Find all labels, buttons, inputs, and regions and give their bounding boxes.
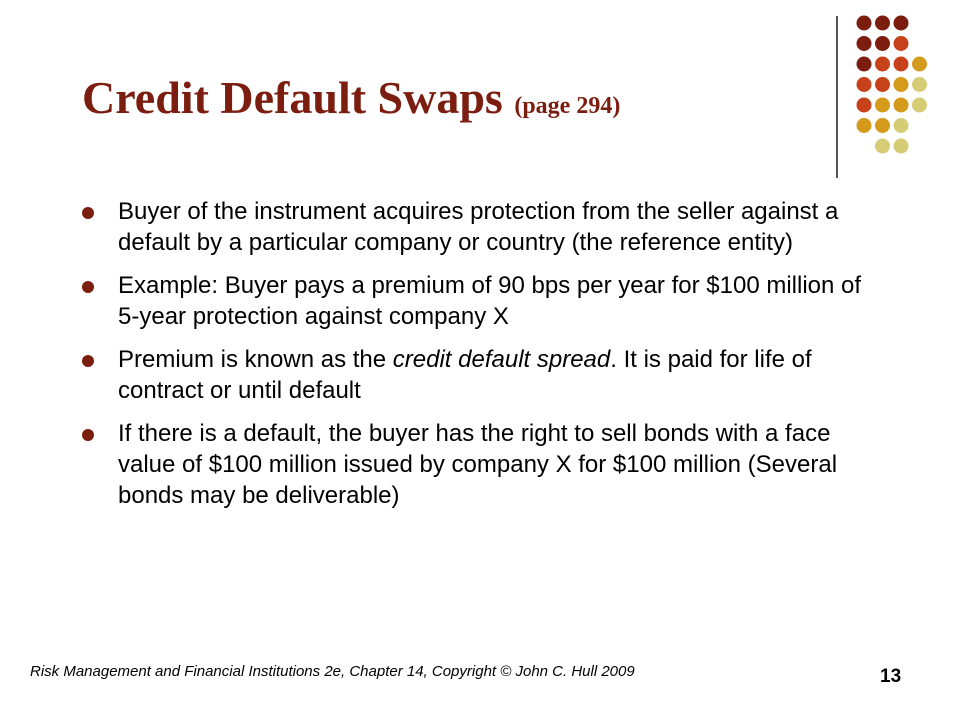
bullet-dot-icon [82,207,94,219]
bullet-dot-icon [82,355,94,367]
decorative-dot [894,118,909,133]
decorative-dot [875,77,890,92]
bullet-text: . It is paid for life of contract or until default [118,346,812,404]
decorative-dot [857,118,872,133]
decorative-dot [894,16,909,31]
slide-title-main: Credit Default Swaps [82,72,503,123]
bullet-item [82,270,872,332]
decorative-dot [875,36,890,51]
decorative-dot [875,118,890,133]
bullet-text: Premium is known as the [118,346,393,373]
decorative-dot [875,98,890,113]
bullet-list [82,196,872,523]
decorative-dot [894,98,909,113]
decorative-dot [875,57,890,72]
bullet-text: If there is a default, the buyer has the right to sell bonds with a face value of $100 million issued by company X for $100 million (Several bonds may be deliverable) [118,420,838,509]
bullet-text: credit default spread [392,346,611,373]
decorative-dot [912,98,927,113]
bullet-dot-icon [82,429,94,441]
decorative-dot [912,77,927,92]
slide-title-page-ref: (page 294) [514,93,621,119]
bullet-dot-icon [82,281,94,293]
decorative-dot [875,16,890,31]
decorative-dot [857,98,872,113]
footer-citation: Risk Management and Financial Institutions 2e, Chapter 14, Copyright © John C. Hull 2009 [30,663,635,680]
decorative-dot [894,57,909,72]
bullet-text: Example: Buyer pays a premium of 90 bps per year for $100 million of 5-year protection against company X [118,272,862,330]
decorative-dot [857,16,872,31]
decorative-dot-grid [0,0,960,190]
bullet-text: Buyer of the instrument acquires protection from the seller against a default by a particular company or country (the reference entity) [118,198,839,256]
decorative-dot [894,139,909,154]
decorative-dot [857,77,872,92]
bullet-item [82,196,872,258]
bullet-item [82,344,872,406]
decorative-dot [894,77,909,92]
bullet-item [82,418,872,511]
decorative-dot [894,36,909,51]
decorative-dot [875,139,890,154]
decorative-dot [912,57,927,72]
decorative-dot [857,57,872,72]
decorative-dot [857,36,872,51]
page-number: 13 [880,666,902,687]
